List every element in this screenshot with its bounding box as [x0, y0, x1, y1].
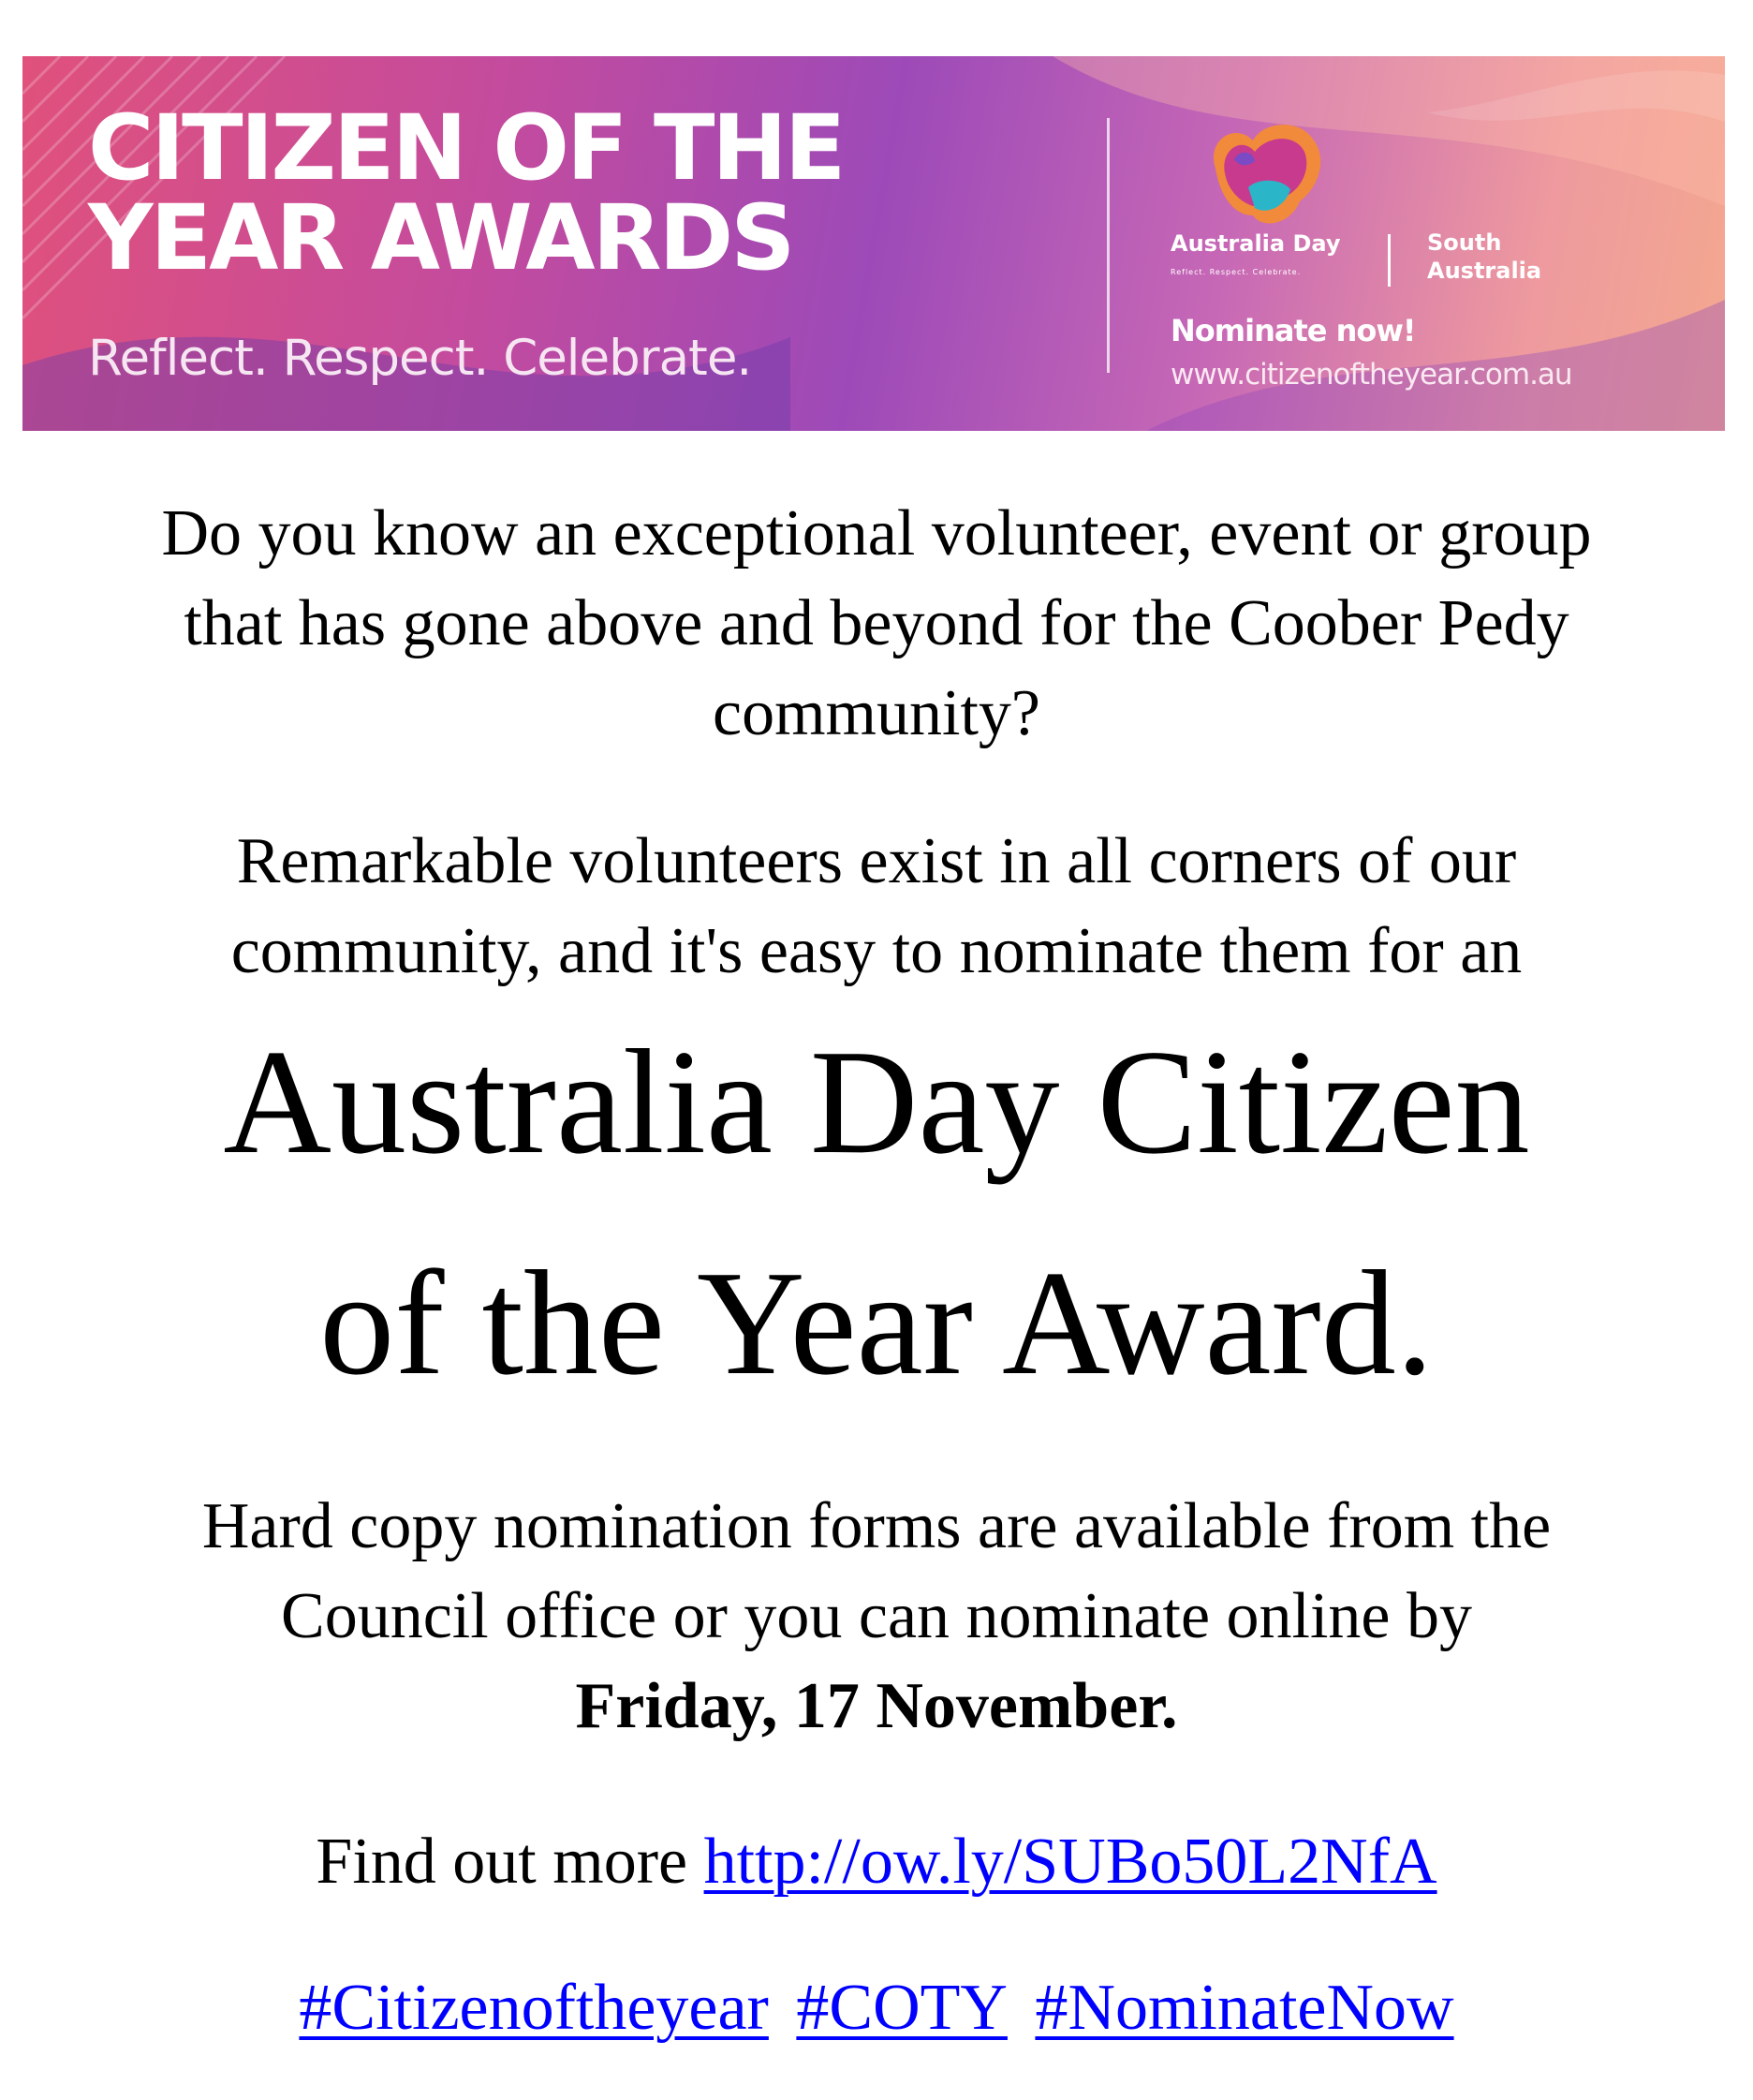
- banner-title-line1: CITIZEN OF THE: [88, 96, 844, 200]
- banner-url: www.citizenoftheyear.com.au: [1171, 358, 1572, 392]
- region-label: [1427, 229, 1541, 285]
- more-info-link[interactable]: http://ow.ly/SUBo50L2NfA: [703, 1826, 1437, 1898]
- remarkable-line1: Remarkable volunteers exist in all corners of our: [236, 825, 1517, 897]
- hard-copy-line2: Council office or you can nominate online by: [281, 1580, 1472, 1652]
- remarkable-paragraph: [0, 817, 1753, 997]
- nomination-deadline: Friday, 17 November.: [575, 1670, 1178, 1742]
- region-line1: South: [1427, 229, 1502, 256]
- headline-line2: of the Year Award.: [319, 1239, 1434, 1406]
- org-name: Australia Day: [1171, 230, 1341, 257]
- region-line2: Australia: [1427, 258, 1542, 284]
- org-tagline: Reflect. Respect. Celebrate.: [1171, 268, 1302, 276]
- banner-title: [88, 96, 844, 290]
- intro-line3: community?: [713, 677, 1040, 749]
- hashtag-nominatenow[interactable]: #NominateNow: [1035, 1972, 1454, 2044]
- hard-copy-paragraph: [0, 1482, 1753, 1752]
- banner-divider: [1107, 118, 1110, 373]
- headline-line1: Australia Day Citizen: [223, 1018, 1530, 1185]
- banner-title-line2: YEAR AWARDS: [88, 185, 793, 290]
- org-separator: [1388, 234, 1391, 287]
- australia-day-logo-icon: [1197, 112, 1337, 234]
- hard-copy-line1: Hard copy nomination forms are available from the: [201, 1490, 1552, 1562]
- hashtags: [0, 1963, 1753, 2053]
- remarkable-line2: community, and it's easy to nominate them for an: [230, 915, 1523, 987]
- hashtag-citizenoftheyear[interactable]: #Citizenoftheyear: [299, 1972, 769, 2044]
- find-out-more-label: Find out more: [316, 1826, 688, 1898]
- intro-line2: that has gone above and beyond for the Coober Pedy: [184, 587, 1569, 659]
- banner-tagline: Reflect. Respect. Celebrate.: [88, 330, 752, 387]
- awards-banner: [22, 56, 1725, 431]
- find-out-more: [0, 1817, 1753, 1907]
- award-headline: [0, 991, 1753, 1433]
- intro-line1: Do you know an exceptional volunteer, event or group: [161, 497, 1592, 569]
- intro-paragraph: [0, 489, 1753, 759]
- nominate-now-label: Nominate now!: [1171, 313, 1416, 348]
- hashtag-coty[interactable]: #COTY: [796, 1972, 1008, 2044]
